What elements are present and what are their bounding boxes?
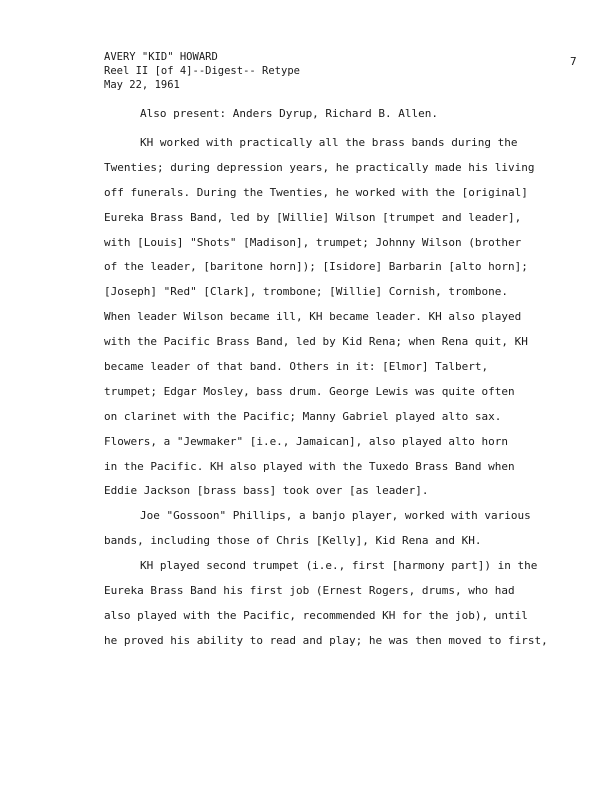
text-line: When leader Wilson became ill, KH became leader. KH also played [104,310,522,324]
interview-date: May 22, 1961 [104,79,180,91]
transcript-body [104,136,584,659]
text-line: off funerals. During the Twenties, he worked with the [original] [104,185,528,199]
text-line: trumpet; Edgar Mosley, bass drum. George Lewis was quite often [104,384,515,398]
text-line: he proved his ability to read and play; he was then moved to first, [104,633,548,647]
text-line: bands, including those of Chris [Kelly], Kid Rena and KH. [104,534,482,548]
text-line: with [Louis] "Shots" [Madison], trumpet; Johnny Wilson (brother [104,235,522,249]
text-line: in the Pacific. KH also played with the Tuxedo Brass Band when [104,459,515,473]
text-line: KH worked with practically all the brass bands during the [140,136,518,149]
page-number: 7 [570,55,577,68]
text-line: Eureka Brass Band, led by [Willie] Wilson [trumpet and leader], [104,210,522,224]
reel-info: Reel II [of 4]--Digest-- Retype [104,65,300,77]
text-line: Flowers, a "Jewmaker" [i.e., Jamaican], also played alto horn [104,434,508,448]
document-header [104,50,300,92]
text-line: Joe "Gossoon" Phillips, a banjo player, worked with various [140,509,531,523]
text-line: of the leader, [baritone horn]); [Isidore] Barbarin [alto horn]; [104,260,528,274]
text-line: KH played second trumpet (i.e., first [harmony part]) in the [140,559,538,573]
also-present-line: Also present: Anders Dyrup, Richard B. Allen. [140,107,439,120]
text-line: Eureka Brass Band his first job (Ernest Rogers, drums, who had [104,584,515,598]
text-line: became leader of that band. Others in it: [Elmor] Talbert, [104,360,489,374]
text-line: on clarinet with the Pacific; Manny Gabriel played alto sax. [104,409,502,423]
interviewee-name: AVERY "KID" HOWARD [104,51,218,63]
text-line: with the Pacific Brass Band, led by Kid Rena; when Rena quit, KH [104,335,528,349]
text-line: Twenties; during depression years, he practically made his living [104,160,535,174]
text-line: also played with the Pacific, recommended KH for the job), until [104,608,528,622]
text-line: [Joseph] "Red" [Clark], trombone; [Willie] Cornish, trombone. [104,285,508,299]
text-line: Eddie Jackson [brass bass] took over [as leader]. [104,484,429,498]
